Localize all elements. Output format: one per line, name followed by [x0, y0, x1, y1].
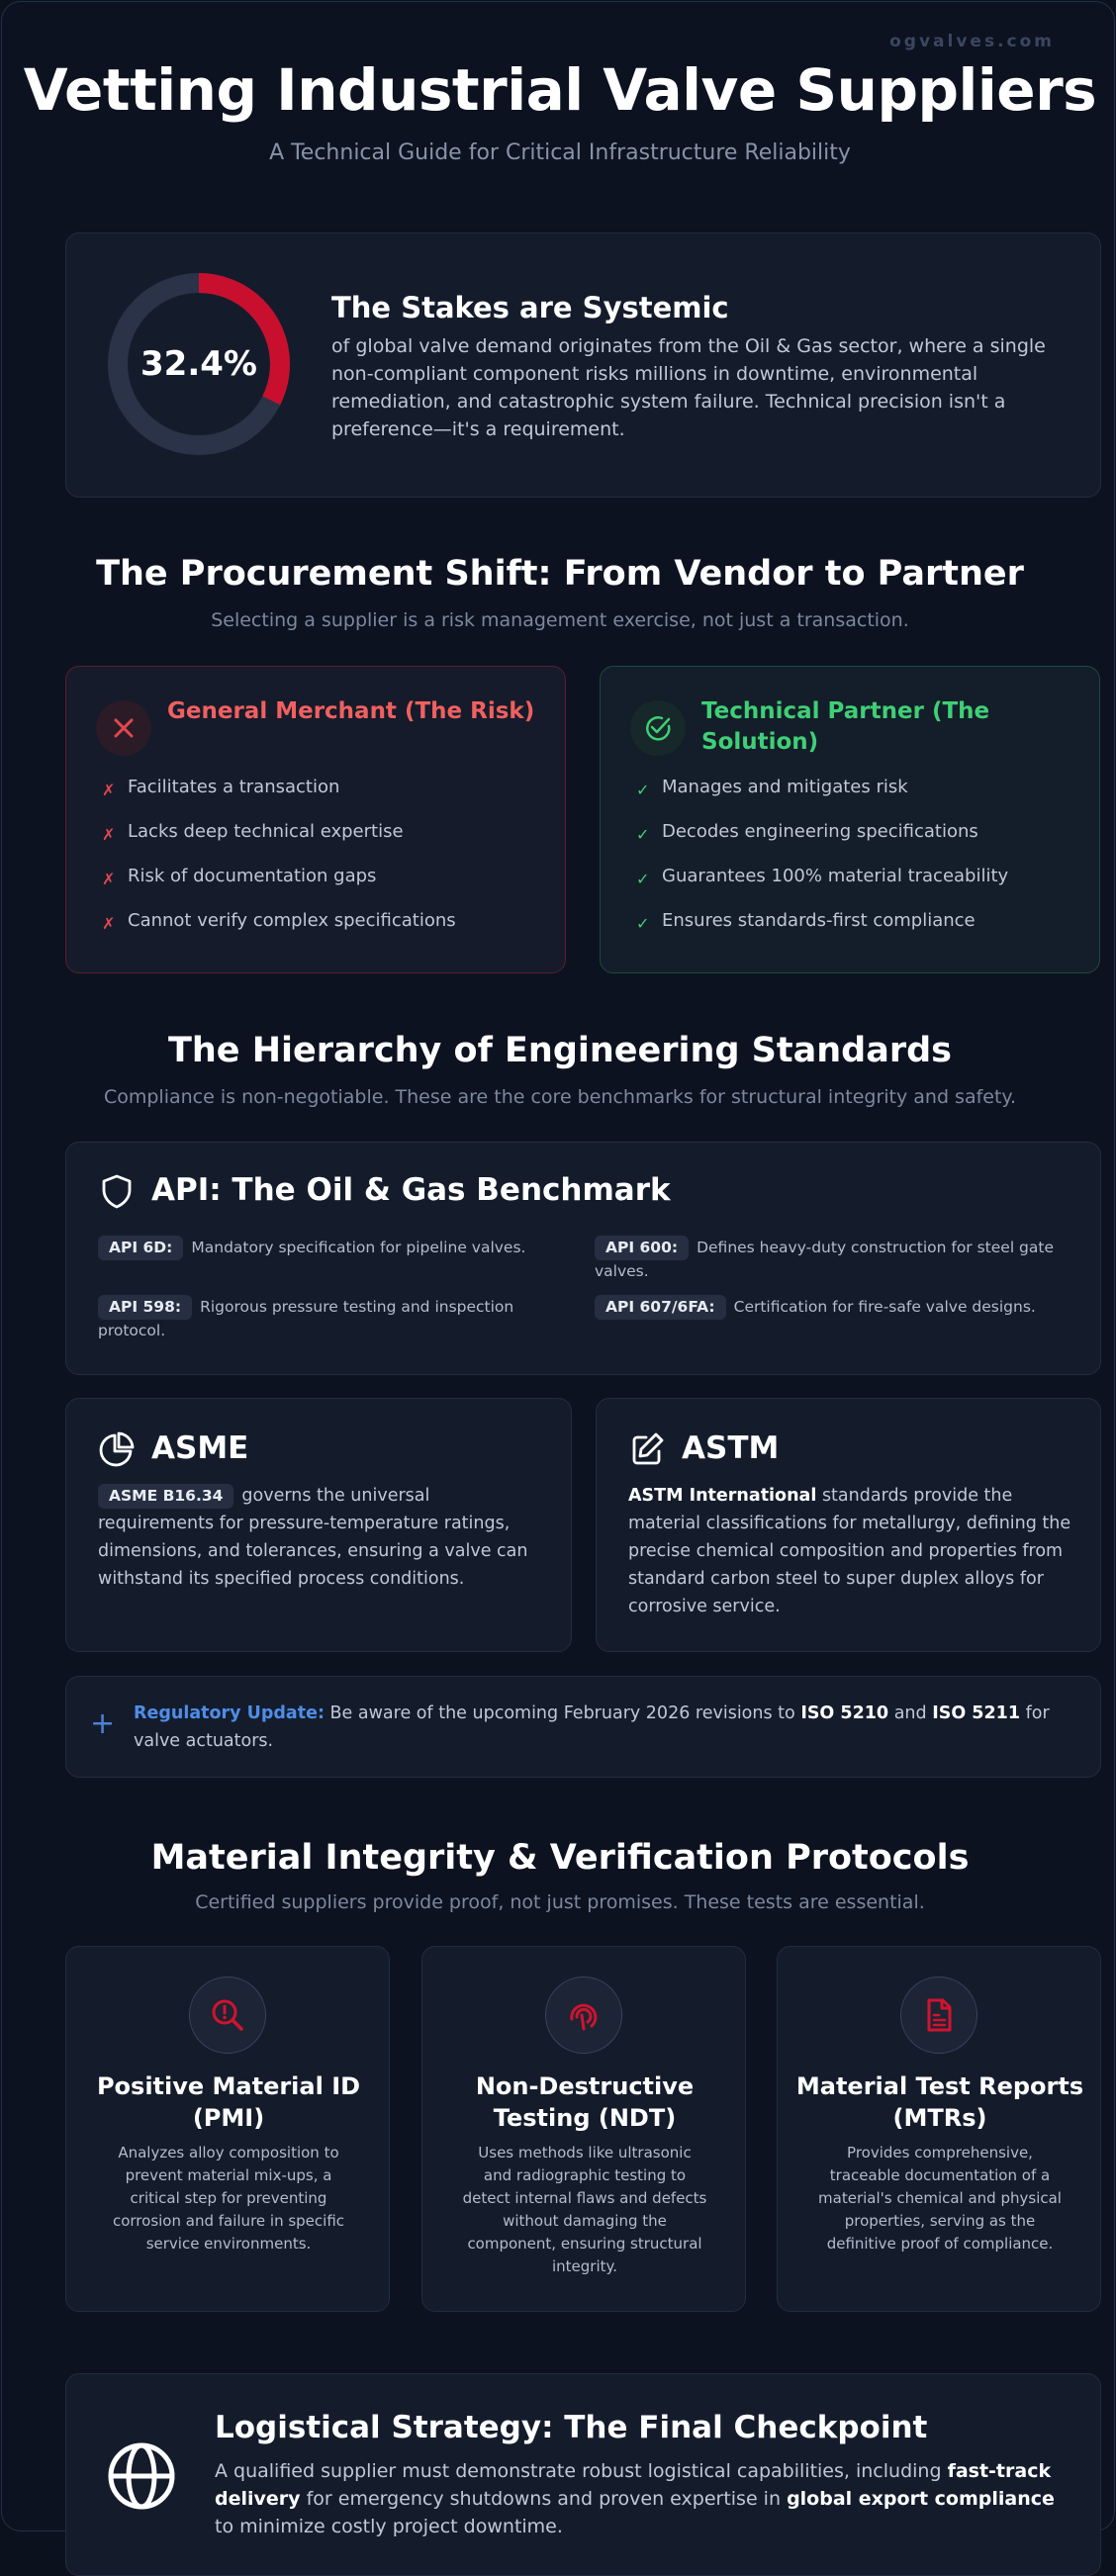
list-item: ✗ Lacks deep technical expertise: [102, 821, 404, 844]
protocol-card-pmi: [65, 1946, 390, 2312]
regulatory-text: Regulatory Update: Be aware of the upcoming February 2026 revisions to ISO 5210 and ISO 5211 for valve actuators.: [134, 1703, 1050, 1751]
list-item: ✓ Guarantees 100% material traceability: [636, 866, 1009, 888]
stakes-title: The Stakes are Systemic: [331, 291, 729, 324]
api-item: API 598: Rigorous pressure testing and inspection protocol.: [98, 1295, 573, 1342]
solution-list: [636, 777, 1081, 955]
globe-icon: [106, 2440, 177, 2512]
brand-label: ogvalves.com: [889, 32, 1055, 51]
logistics-card: [65, 2373, 1101, 2576]
regulatory-update-card: [65, 1676, 1101, 1778]
solution-card: [600, 666, 1100, 973]
protocol-title: Material Test Reports (MTRs): [795, 2072, 1084, 2132]
list-item: ✓ Decodes engineering specifications: [636, 821, 978, 844]
api-item: API 600: Defines heavy-duty construction for steel gate valves.: [595, 1236, 1070, 1283]
protocol-card-mtr: [777, 1946, 1101, 2312]
standards-subtitle: Compliance is non-negotiable. These are the core benchmarks for structural integrity and safety.: [103, 1086, 1017, 1108]
solution-title: Technical Partner (The Solution): [701, 698, 990, 755]
shield-icon: [98, 1172, 136, 1210]
api-title: API: The Oil & Gas Benchmark: [151, 1172, 671, 1208]
infographic-frame: [1, 1, 1115, 2537]
risk-card: [65, 666, 566, 973]
asme-body: ASME B16.34 governs the universal requirements for pressure-temperature ratings, dimensions, and tolerances, ensuring a valve can withstand its specified process conditions.: [98, 1486, 528, 1589]
page-subtitle: A Technical Guide for Critical Infrastructure Reliability: [269, 140, 851, 165]
page-title: Vetting Industrial Valve Suppliers: [23, 56, 1097, 124]
protocol-text: Uses methods like ultrasonic and radiographic testing to detect internal flaws and defects without damaging the component, ensuring structural integrity.: [462, 2144, 707, 2275]
magnifier-alert-icon: [189, 1977, 266, 2054]
asme-title: ASME: [151, 1430, 249, 1466]
cross-mark-icon: ✗: [102, 870, 116, 888]
cross-mark-icon: ✗: [102, 781, 116, 799]
astm-body: ASTM International standards provide the material classifications for metallurgy, defining the precise chemical composition and properties from standard carbon steel to super duplex alloys for corrosive service.: [628, 1486, 1071, 1616]
standards-title: The Hierarchy of Engineering Standards: [168, 1031, 952, 1070]
asme-card: [65, 1398, 572, 1652]
x-icon: [96, 700, 151, 756]
pie-chart-icon: [98, 1430, 136, 1468]
shift-subtitle: Selecting a supplier is a risk management exercise, not just a transaction.: [211, 609, 909, 631]
stakes-percent: 32.4%: [140, 344, 257, 384]
astm-card: [596, 1398, 1101, 1652]
shift-title: The Procurement Shift: From Vendor to Partner: [96, 554, 1024, 594]
check-mark-icon: ✓: [636, 870, 650, 888]
astm-title: ASTM: [682, 1430, 780, 1466]
api-card: [65, 1142, 1101, 1375]
cross-mark-icon: ✗: [102, 914, 116, 933]
edit-icon: [628, 1430, 666, 1468]
protocols-subtitle: Certified suppliers provide proof, not just promises. These tests are essential.: [195, 1891, 925, 1913]
plus-icon: +: [90, 1706, 116, 1741]
protocol-card-ndt: [421, 1946, 746, 2312]
protocol-text: Analyzes alloy composition to prevent material mix-ups, a critical step for preventing corrosion and failure in specific service environments.: [112, 2144, 345, 2253]
logistics-body: A qualified supplier must demonstrate robust logistical capabilities, including fast-track delivery for emergency shutdowns and proven expertise in global export compliance to minimize costly project downtime.: [215, 2460, 1055, 2537]
protocol-text: Provides comprehensive, traceable documentation of a material's chemical and physical properties, serving as the definitive proof of compliance.: [818, 2144, 1062, 2253]
protocol-title: Positive Material ID (PMI): [96, 2072, 361, 2132]
stakes-card: [65, 232, 1101, 498]
protocol-title: Non-Destructive Testing (NDT): [475, 2072, 695, 2132]
check-mark-icon: ✓: [636, 825, 650, 844]
list-item: ✓ Ensures standards-first compliance: [636, 910, 976, 933]
list-item: ✗ Cannot verify complex specifications: [102, 910, 456, 933]
protocols-title: Material Integrity & Verification Protocols: [150, 1838, 970, 1878]
risk-list: [102, 777, 547, 955]
list-item: ✗ Facilitates a transaction: [102, 777, 340, 799]
sonar-waves-icon: [545, 1977, 622, 2054]
check-circle-icon: [630, 700, 686, 756]
check-mark-icon: ✓: [636, 781, 650, 799]
api-item: API 6D: Mandatory specification for pipeline valves.: [98, 1236, 573, 1260]
list-item: ✓ Manages and mitigates risk: [636, 777, 908, 799]
api-item: API 607/6FA: Certification for fire-safe valve designs.: [595, 1295, 1070, 1320]
risk-title: General Merchant (The Risk): [167, 698, 535, 724]
list-item: ✗ Risk of documentation gaps: [102, 866, 377, 888]
document-icon: [900, 1977, 977, 2054]
logistics-title: Logistical Strategy: The Final Checkpoint: [215, 2410, 928, 2445]
check-mark-icon: ✓: [636, 914, 650, 933]
stakes-body: of global valve demand originates from the Oil & Gas sector, where a single non-compliant component risks millions in downtime, environmental remediation, and catastrophic system failure. Technical precision isn't a preference—it's a requirement.: [331, 335, 1046, 440]
cross-mark-icon: ✗: [102, 825, 116, 844]
